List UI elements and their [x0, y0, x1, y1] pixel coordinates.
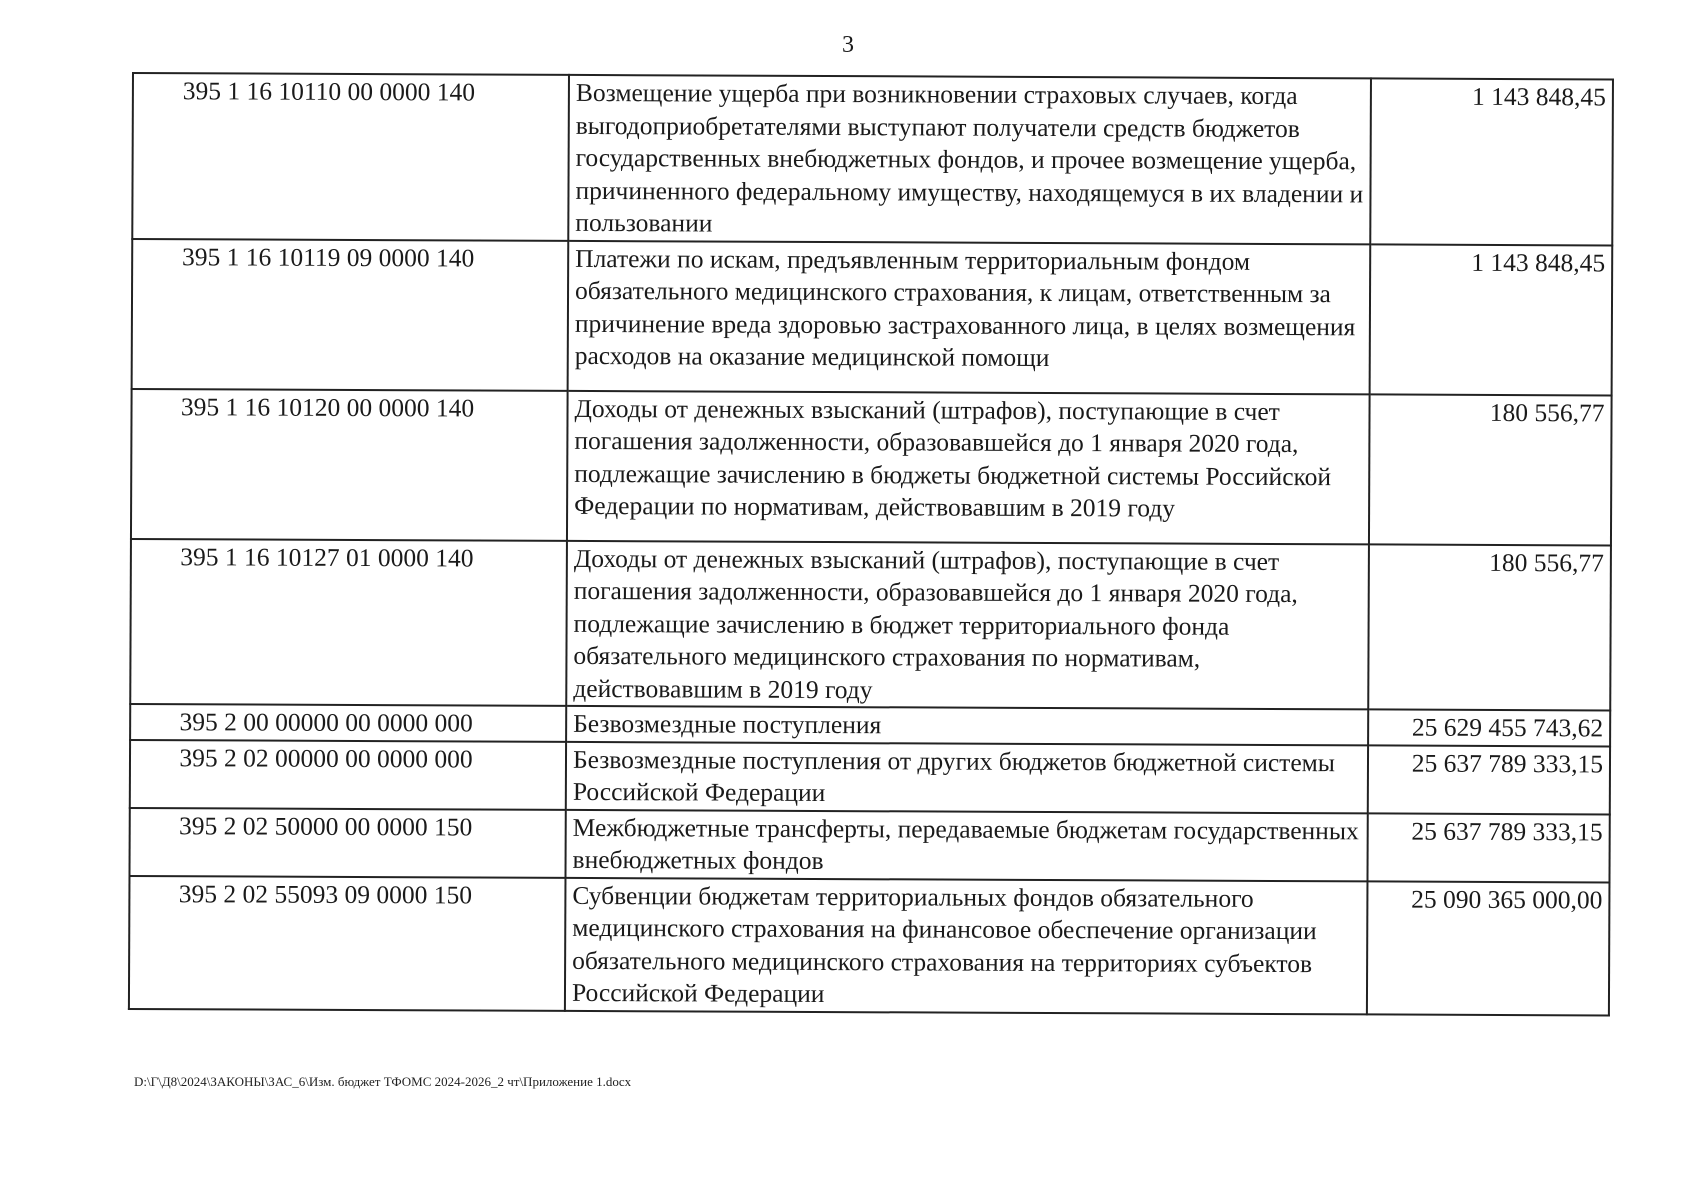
table-row: [129, 875, 1610, 1014]
revenue-name-cell: Возмещение ущерба при возникновении страховых случаев, когда выгодоприобретателями выступают получатели средств бюджетов государственных внебюджетных фондов, и прочее возмещение ущерба, причиненного федеральному имуществу, находящемуся в их владении и пользовании: [568, 75, 1371, 244]
document-file-path: D:\Г\Д8\2024\ЗАКОНЫ\ЗАС_6\Изм. бюджет ТФОМС 2024-2026_2 чт\Приложение 1.docx: [134, 1074, 632, 1089]
amount-cell: 180 556,77: [1369, 394, 1612, 545]
amount-cell: 180 556,77: [1368, 544, 1611, 711]
table-row: [132, 239, 1613, 395]
revenue-name-cell: Доходы от денежных взысканий (штрафов), поступающие в счет погашения задолженности, образовавшейся до 1 января 2020 года, подлежащие зачислению в бюджеты бюджетной системы Российской Федерации по нормативам, действовавшим в 2019 году: [567, 390, 1370, 543]
table-row: [132, 73, 1613, 245]
budget-code-cell: 395 1 16 10119 09 0000 140: [132, 239, 569, 391]
amount-cell: 25 637 789 333,15: [1368, 745, 1610, 814]
budget-revenue-table: [128, 72, 1614, 1016]
table-row: [130, 739, 1610, 813]
budget-code-cell: 395 2 02 50000 00 0000 150: [129, 807, 565, 877]
budget-code-cell: 395 1 16 10120 00 0000 140: [131, 389, 568, 541]
budget-code-cell: 395 1 16 10110 00 0000 140: [132, 73, 569, 240]
table-row: [130, 538, 1611, 710]
revenue-name-cell: Межбюджетные трансферты, передаваемые бюджетам государственных внебюджетных фондов: [565, 809, 1367, 880]
amount-cell: 25 637 789 333,15: [1367, 813, 1609, 882]
budget-code-cell: 395 2 02 00000 00 0000 000: [130, 739, 566, 809]
revenue-name-cell: Доходы от денежных взысканий (штрафов), поступающие в счет погашения задолженности, образовавшейся до 1 января 2020 года, подлежащие зачислению в бюджет территориального фонда обязательного медицинского страхования по нормативам, действовавшим в 2019 году: [566, 540, 1369, 709]
amount-cell: 1 143 848,45: [1370, 244, 1613, 395]
table-row: [131, 389, 1612, 545]
amount-cell: 1 143 848,45: [1370, 78, 1613, 245]
amount-cell: 25 629 455 743,62: [1368, 709, 1610, 746]
revenue-name-cell: Безвозмездные поступления от других бюджетов бюджетной системы Российской Федерации: [566, 741, 1368, 812]
budget-code-cell: 395 2 00 00000 00 0000 000: [130, 704, 566, 741]
amount-cell: 25 090 365 000,00: [1367, 881, 1610, 1015]
revenue-name-cell: Субвенции бюджетам территориальных фондов обязательного медицинского страхования на финансовое обеспечение организации обязательного медицинского страхования на территориях субъектов Российской Федерации: [565, 877, 1368, 1013]
revenue-name-cell: Платежи по искам, предъявленным территориальным фондом обязательного медицинского страхования, к лицам, ответственным за причинение вреда здоровью застрахованного лица, в целях возмещения расходов на оказание медицинской помощи: [568, 240, 1371, 393]
page-number: 3: [842, 32, 854, 58]
budget-code-cell: 395 1 16 10127 01 0000 140: [130, 538, 567, 705]
table-row: [129, 807, 1609, 881]
budget-code-cell: 395 2 02 55093 09 0000 150: [129, 875, 566, 1010]
revenue-name-cell: Безвозмездные поступления: [566, 706, 1368, 745]
